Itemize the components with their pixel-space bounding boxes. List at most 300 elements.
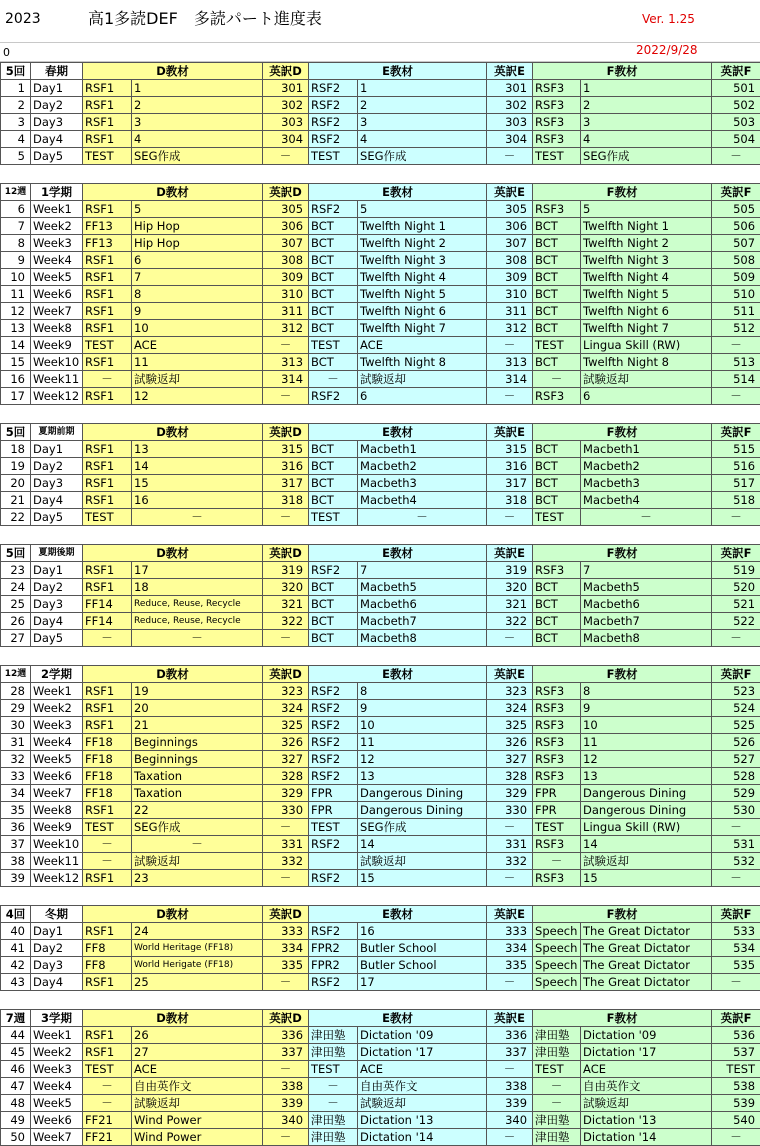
e-translation[interactable]: 326 (487, 734, 533, 751)
f-translation[interactable]: 511 (712, 303, 760, 320)
row-number[interactable]: 5 (1, 148, 31, 165)
d-title[interactable]: 3 (132, 114, 263, 131)
e-book[interactable]: RSF2 (309, 836, 358, 853)
row-number[interactable]: 34 (1, 785, 31, 802)
row-number[interactable]: 45 (1, 1044, 31, 1061)
session[interactable]: Week2 (31, 700, 83, 717)
d-title[interactable]: 10 (132, 320, 263, 337)
d-title[interactable]: Hip Hop (132, 218, 263, 235)
e-title[interactable]: Butler School (358, 940, 487, 957)
e-book[interactable]: BCT (309, 613, 358, 630)
d-book[interactable]: RSF1 (83, 354, 132, 371)
d-book[interactable]: FF8 (83, 957, 132, 974)
e-book[interactable]: FPR2 (309, 957, 358, 974)
d-title[interactable]: Reduce, Reuse, Recycle (132, 596, 263, 613)
d-book[interactable]: RSF1 (83, 441, 132, 458)
d-book[interactable]: － (83, 836, 132, 853)
f-title[interactable]: Macbeth6 (581, 596, 712, 613)
f-title[interactable]: 1 (581, 80, 712, 97)
d-translation[interactable]: 308 (263, 252, 309, 269)
row-number[interactable]: 23 (1, 562, 31, 579)
f-translation[interactable]: 528 (712, 768, 760, 785)
e-header[interactable]: E教材 (309, 906, 487, 923)
d-trans-header[interactable]: 英訳D (263, 906, 309, 923)
row-number[interactable]: 48 (1, 1095, 31, 1112)
d-book[interactable]: RSF1 (83, 870, 132, 887)
f-header[interactable]: F教材 (533, 545, 712, 562)
row-number[interactable]: 16 (1, 371, 31, 388)
row-number[interactable]: 19 (1, 458, 31, 475)
session[interactable]: Day1 (31, 441, 83, 458)
f-title[interactable]: The Great Dictator (581, 957, 712, 974)
d-translation[interactable]: 327 (263, 751, 309, 768)
d-title[interactable]: World Herigate (FF18) (132, 957, 263, 974)
d-header[interactable]: D教材 (83, 184, 263, 201)
e-book[interactable]: BCT (309, 475, 358, 492)
f-header[interactable]: F教材 (533, 63, 712, 80)
d-translation[interactable]: 303 (263, 114, 309, 131)
e-translation[interactable]: 301 (487, 80, 533, 97)
row-number[interactable]: 24 (1, 579, 31, 596)
f-translation[interactable]: 523 (712, 683, 760, 700)
d-translation[interactable]: 323 (263, 683, 309, 700)
f-translation[interactable]: 518 (712, 492, 760, 509)
e-book[interactable]: RSF2 (309, 131, 358, 148)
d-book[interactable]: RSF1 (83, 717, 132, 734)
f-book[interactable]: 津田塾 (533, 1027, 581, 1044)
e-book[interactable]: BCT (309, 235, 358, 252)
e-book[interactable]: － (309, 1095, 358, 1112)
f-translation[interactable]: 508 (712, 252, 760, 269)
section-period[interactable]: 1学期 (31, 184, 83, 201)
f-trans-header[interactable]: 英訳F (712, 424, 760, 441)
d-book[interactable]: RSF1 (83, 700, 132, 717)
e-translation[interactable]: 325 (487, 717, 533, 734)
f-translation[interactable]: 522 (712, 613, 760, 630)
f-title[interactable]: Macbeth1 (581, 441, 712, 458)
e-title[interactable]: 試験返却 (358, 853, 487, 870)
f-title[interactable]: Dictation '14 (581, 1129, 712, 1146)
e-title[interactable]: Dangerous Dining (358, 802, 487, 819)
e-book[interactable] (309, 853, 358, 870)
f-header[interactable]: F教材 (533, 184, 712, 201)
d-book[interactable]: TEST (83, 819, 132, 836)
e-book[interactable]: BCT (309, 252, 358, 269)
e-title[interactable]: Twelfth Night 1 (358, 218, 487, 235)
e-book[interactable]: 津田塾 (309, 1129, 358, 1146)
f-title[interactable]: Dictation '13 (581, 1112, 712, 1129)
e-translation[interactable]: － (487, 148, 533, 165)
row-number[interactable]: 29 (1, 700, 31, 717)
e-title[interactable]: 6 (358, 388, 487, 405)
section-count[interactable]: 7週 (1, 1010, 31, 1027)
d-header[interactable]: D教材 (83, 666, 263, 683)
e-book[interactable]: FPR (309, 802, 358, 819)
row-number[interactable]: 39 (1, 870, 31, 887)
e-title[interactable]: Twelfth Night 3 (358, 252, 487, 269)
f-book[interactable]: BCT (533, 458, 581, 475)
session[interactable]: Week8 (31, 320, 83, 337)
f-translation[interactable]: 504 (712, 131, 760, 148)
row-number[interactable]: 1 (1, 80, 31, 97)
e-translation[interactable]: 312 (487, 320, 533, 337)
row-number[interactable]: 21 (1, 492, 31, 509)
d-translation[interactable]: 310 (263, 286, 309, 303)
row-number[interactable]: 30 (1, 717, 31, 734)
session[interactable]: Day4 (31, 974, 83, 991)
e-title[interactable]: 8 (358, 683, 487, 700)
f-translation[interactable]: 535 (712, 957, 760, 974)
f-translation[interactable]: TEST (712, 1061, 760, 1078)
f-book[interactable]: RSF3 (533, 768, 581, 785)
e-book[interactable]: BCT (309, 441, 358, 458)
session[interactable]: Day1 (31, 80, 83, 97)
d-book[interactable]: RSF1 (83, 201, 132, 218)
f-title[interactable]: 自由英作文 (581, 1078, 712, 1095)
f-title[interactable]: 11 (581, 734, 712, 751)
f-book[interactable]: BCT (533, 441, 581, 458)
f-title[interactable]: The Great Dictator (581, 923, 712, 940)
e-book[interactable]: RSF2 (309, 870, 358, 887)
e-translation[interactable]: 313 (487, 354, 533, 371)
e-header[interactable]: E教材 (309, 666, 487, 683)
d-header[interactable]: D教材 (83, 63, 263, 80)
d-translation[interactable]: － (263, 509, 309, 526)
f-title[interactable]: Lingua Skill (RW) (581, 337, 712, 354)
d-book[interactable]: － (83, 853, 132, 870)
e-trans-header[interactable]: 英訳E (487, 666, 533, 683)
f-book[interactable]: BCT (533, 630, 581, 647)
d-title[interactable]: 8 (132, 286, 263, 303)
d-book[interactable]: RSF1 (83, 562, 132, 579)
d-book[interactable]: RSF1 (83, 1044, 132, 1061)
d-book[interactable]: RSF1 (83, 269, 132, 286)
d-title[interactable]: 27 (132, 1044, 263, 1061)
d-translation[interactable]: 309 (263, 269, 309, 286)
e-title[interactable]: 7 (358, 562, 487, 579)
e-title[interactable]: 4 (358, 131, 487, 148)
f-translation[interactable]: 505 (712, 201, 760, 218)
e-translation[interactable]: 319 (487, 562, 533, 579)
e-title[interactable]: ACE (358, 337, 487, 354)
d-translation[interactable]: 340 (263, 1112, 309, 1129)
f-translation[interactable]: 519 (712, 562, 760, 579)
f-book[interactable]: Speech (533, 957, 581, 974)
row-number[interactable]: 47 (1, 1078, 31, 1095)
session[interactable]: Day3 (31, 475, 83, 492)
f-trans-header[interactable]: 英訳F (712, 545, 760, 562)
f-title[interactable]: SEG作成 (581, 148, 712, 165)
f-title[interactable]: 10 (581, 717, 712, 734)
d-book[interactable]: － (83, 371, 132, 388)
d-translation[interactable]: 332 (263, 853, 309, 870)
d-title[interactable]: 14 (132, 458, 263, 475)
e-book[interactable]: － (309, 1078, 358, 1095)
f-book[interactable]: RSF3 (533, 131, 581, 148)
d-title[interactable]: SEG作成 (132, 819, 263, 836)
f-book[interactable]: BCT (533, 613, 581, 630)
f-book[interactable]: BCT (533, 475, 581, 492)
e-book[interactable]: BCT (309, 269, 358, 286)
f-book[interactable]: BCT (533, 354, 581, 371)
d-title[interactable]: 2 (132, 97, 263, 114)
e-translation[interactable]: 304 (487, 131, 533, 148)
e-title[interactable]: 2 (358, 97, 487, 114)
e-trans-header[interactable]: 英訳E (487, 63, 533, 80)
d-translation[interactable]: 335 (263, 957, 309, 974)
e-book[interactable]: BCT (309, 320, 358, 337)
session[interactable]: Week1 (31, 683, 83, 700)
d-book[interactable]: RSF1 (83, 114, 132, 131)
d-title[interactable]: 9 (132, 303, 263, 320)
row-number[interactable]: 20 (1, 475, 31, 492)
e-book[interactable]: BCT (309, 218, 358, 235)
f-translation[interactable]: 538 (712, 1078, 760, 1095)
session[interactable]: Week10 (31, 836, 83, 853)
d-book[interactable]: RSF1 (83, 388, 132, 405)
row-number[interactable]: 13 (1, 320, 31, 337)
row-number[interactable]: 43 (1, 974, 31, 991)
d-title[interactable]: Hip Hop (132, 235, 263, 252)
d-title[interactable]: ACE (132, 1061, 263, 1078)
f-translation[interactable]: 527 (712, 751, 760, 768)
d-title[interactable]: ACE (132, 337, 263, 354)
f-translation[interactable]: － (712, 870, 760, 887)
d-title[interactable]: Taxation (132, 785, 263, 802)
d-title[interactable]: 23 (132, 870, 263, 887)
d-translation[interactable]: － (263, 819, 309, 836)
e-translation[interactable]: 321 (487, 596, 533, 613)
e-title[interactable]: Dangerous Dining (358, 785, 487, 802)
e-book[interactable]: RSF2 (309, 717, 358, 734)
session[interactable]: Day3 (31, 114, 83, 131)
e-translation[interactable]: 340 (487, 1112, 533, 1129)
d-translation[interactable]: 319 (263, 562, 309, 579)
session[interactable]: Week11 (31, 853, 83, 870)
d-book[interactable]: RSF1 (83, 492, 132, 509)
d-translation[interactable]: 302 (263, 97, 309, 114)
d-book[interactable]: FF14 (83, 613, 132, 630)
e-book[interactable]: 津田塾 (309, 1044, 358, 1061)
f-title[interactable]: Twelfth Night 7 (581, 320, 712, 337)
f-translation[interactable]: 526 (712, 734, 760, 751)
d-book[interactable]: RSF1 (83, 475, 132, 492)
f-book[interactable]: BCT (533, 218, 581, 235)
section-count[interactable]: 5回 (1, 63, 31, 80)
d-header[interactable]: D教材 (83, 906, 263, 923)
d-title[interactable]: 7 (132, 269, 263, 286)
f-translation[interactable]: 515 (712, 441, 760, 458)
row-number[interactable]: 28 (1, 683, 31, 700)
f-translation[interactable]: 540 (712, 1112, 760, 1129)
d-book[interactable]: RSF1 (83, 683, 132, 700)
f-translation[interactable]: 506 (712, 218, 760, 235)
d-translation[interactable]: － (263, 870, 309, 887)
f-book[interactable]: RSF3 (533, 700, 581, 717)
e-header[interactable]: E教材 (309, 424, 487, 441)
d-trans-header[interactable]: 英訳D (263, 63, 309, 80)
section-period[interactable]: 夏期後期 (31, 545, 83, 562)
f-book[interactable]: BCT (533, 303, 581, 320)
f-book[interactable]: BCT (533, 492, 581, 509)
f-book[interactable]: 津田塾 (533, 1112, 581, 1129)
e-book[interactable]: RSF2 (309, 768, 358, 785)
session[interactable]: Week5 (31, 751, 83, 768)
f-title[interactable]: Dictation '17 (581, 1044, 712, 1061)
e-translation[interactable]: 339 (487, 1095, 533, 1112)
e-translation[interactable]: 306 (487, 218, 533, 235)
e-trans-header[interactable]: 英訳E (487, 1010, 533, 1027)
f-book[interactable]: Speech (533, 974, 581, 991)
e-title[interactable]: Twelfth Night 8 (358, 354, 487, 371)
section-count[interactable]: 4回 (1, 906, 31, 923)
d-title[interactable]: － (132, 509, 263, 526)
f-title[interactable]: Twelfth Night 3 (581, 252, 712, 269)
e-title[interactable]: Macbeth6 (358, 596, 487, 613)
d-book[interactable]: RSF1 (83, 579, 132, 596)
d-title[interactable]: 1 (132, 80, 263, 97)
row-number[interactable]: 4 (1, 131, 31, 148)
f-title[interactable]: 13 (581, 768, 712, 785)
e-title[interactable]: Macbeth3 (358, 475, 487, 492)
row-number[interactable]: 40 (1, 923, 31, 940)
f-trans-header[interactable]: 英訳F (712, 666, 760, 683)
f-title[interactable]: 試験返却 (581, 371, 712, 388)
row-number[interactable]: 26 (1, 613, 31, 630)
e-translation[interactable]: 329 (487, 785, 533, 802)
f-title[interactable]: Twelfth Night 1 (581, 218, 712, 235)
e-title[interactable]: 12 (358, 751, 487, 768)
e-translation[interactable]: 303 (487, 114, 533, 131)
e-title[interactable]: 11 (358, 734, 487, 751)
section-count[interactable]: 12週 (1, 666, 31, 683)
f-trans-header[interactable]: 英訳F (712, 63, 760, 80)
e-book[interactable]: RSF2 (309, 700, 358, 717)
e-title[interactable]: 5 (358, 201, 487, 218)
f-title[interactable]: Twelfth Night 6 (581, 303, 712, 320)
d-header[interactable]: D教材 (83, 424, 263, 441)
f-translation[interactable]: 520 (712, 579, 760, 596)
session[interactable]: Day1 (31, 923, 83, 940)
d-book[interactable]: FF18 (83, 751, 132, 768)
f-trans-header[interactable]: 英訳F (712, 184, 760, 201)
section-count[interactable]: 5回 (1, 424, 31, 441)
f-book[interactable]: Speech (533, 940, 581, 957)
f-book[interactable]: TEST (533, 148, 581, 165)
f-translation[interactable]: 532 (712, 853, 760, 870)
f-book[interactable]: 津田塾 (533, 1129, 581, 1146)
e-title[interactable]: Twelfth Night 2 (358, 235, 487, 252)
d-book[interactable]: FF18 (83, 734, 132, 751)
session[interactable]: Day4 (31, 131, 83, 148)
f-book[interactable]: BCT (533, 269, 581, 286)
f-book[interactable]: － (533, 1078, 581, 1095)
e-title[interactable]: Macbeth1 (358, 441, 487, 458)
e-book[interactable]: BCT (309, 579, 358, 596)
session[interactable]: Week3 (31, 717, 83, 734)
e-title[interactable]: Dictation '14 (358, 1129, 487, 1146)
d-translation[interactable]: － (263, 1061, 309, 1078)
row-number[interactable]: 9 (1, 252, 31, 269)
f-translation[interactable]: 501 (712, 80, 760, 97)
session[interactable]: Week2 (31, 1044, 83, 1061)
f-header[interactable]: F教材 (533, 666, 712, 683)
d-title[interactable]: － (132, 836, 263, 853)
f-translation[interactable]: 509 (712, 269, 760, 286)
row-number[interactable]: 35 (1, 802, 31, 819)
f-title[interactable]: 9 (581, 700, 712, 717)
e-translation[interactable]: 330 (487, 802, 533, 819)
e-book[interactable]: BCT (309, 303, 358, 320)
f-translation[interactable]: 502 (712, 97, 760, 114)
e-title[interactable]: 10 (358, 717, 487, 734)
row-number[interactable]: 8 (1, 235, 31, 252)
d-book[interactable]: RSF1 (83, 923, 132, 940)
d-translation[interactable]: 338 (263, 1078, 309, 1095)
e-translation[interactable]: 322 (487, 613, 533, 630)
session[interactable]: Day1 (31, 562, 83, 579)
session[interactable]: Week12 (31, 870, 83, 887)
row-number[interactable]: 18 (1, 441, 31, 458)
session[interactable]: Day2 (31, 97, 83, 114)
f-book[interactable]: RSF3 (533, 201, 581, 218)
d-translation[interactable]: 317 (263, 475, 309, 492)
f-translation[interactable]: 514 (712, 371, 760, 388)
d-title[interactable]: SEG作成 (132, 148, 263, 165)
row-number[interactable]: 50 (1, 1129, 31, 1146)
d-title[interactable]: 6 (132, 252, 263, 269)
d-title[interactable]: 22 (132, 802, 263, 819)
f-translation[interactable]: 537 (712, 1044, 760, 1061)
e-book[interactable]: FPR (309, 785, 358, 802)
d-title[interactable]: 12 (132, 388, 263, 405)
d-title[interactable]: 5 (132, 201, 263, 218)
d-translation[interactable]: － (263, 148, 309, 165)
d-book[interactable]: RSF1 (83, 131, 132, 148)
d-translation[interactable]: － (263, 1129, 309, 1146)
f-title[interactable]: Macbeth3 (581, 475, 712, 492)
session[interactable]: Week7 (31, 785, 83, 802)
d-translation[interactable]: 315 (263, 441, 309, 458)
f-title[interactable]: 14 (581, 836, 712, 853)
d-title[interactable]: 18 (132, 579, 263, 596)
f-title[interactable]: Lingua Skill (RW) (581, 819, 712, 836)
e-title[interactable]: 13 (358, 768, 487, 785)
e-book[interactable]: TEST (309, 337, 358, 354)
d-title[interactable]: 20 (132, 700, 263, 717)
d-book[interactable]: FF21 (83, 1112, 132, 1129)
f-title[interactable]: Twelfth Night 8 (581, 354, 712, 371)
f-translation[interactable]: 529 (712, 785, 760, 802)
session[interactable]: Week3 (31, 1061, 83, 1078)
f-book[interactable]: FPR (533, 802, 581, 819)
d-title[interactable]: 24 (132, 923, 263, 940)
f-title[interactable]: Dangerous Dining (581, 785, 712, 802)
d-translation[interactable]: 314 (263, 371, 309, 388)
f-title[interactable]: 15 (581, 870, 712, 887)
section-period[interactable]: 夏期前期 (31, 424, 83, 441)
f-translation[interactable]: － (712, 388, 760, 405)
f-title[interactable]: 6 (581, 388, 712, 405)
e-translation[interactable]: 309 (487, 269, 533, 286)
d-book[interactable]: RSF1 (83, 80, 132, 97)
e-header[interactable]: E教材 (309, 184, 487, 201)
e-translation[interactable]: 320 (487, 579, 533, 596)
d-book[interactable]: TEST (83, 148, 132, 165)
session[interactable]: Week7 (31, 1129, 83, 1146)
f-translation[interactable]: 507 (712, 235, 760, 252)
session[interactable]: Day5 (31, 630, 83, 647)
